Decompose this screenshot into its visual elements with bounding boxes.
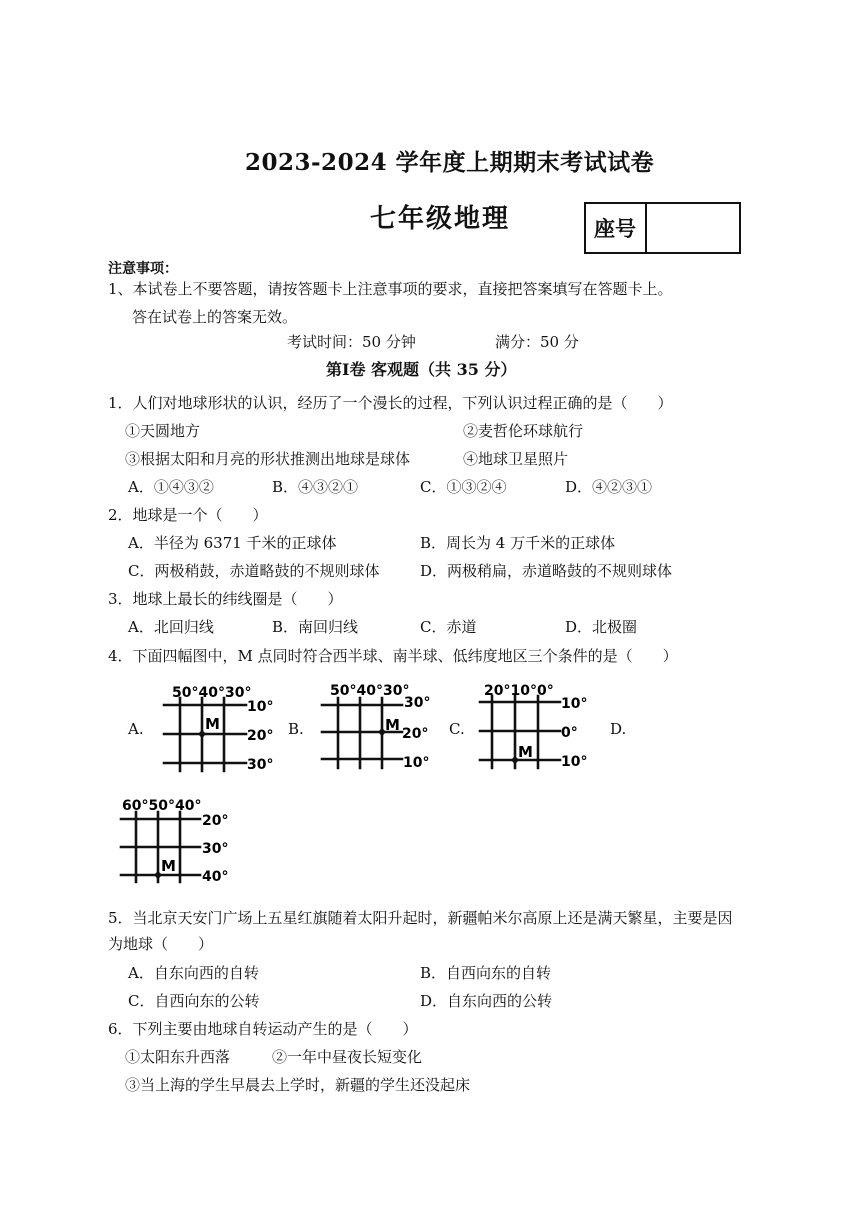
grid-map-c-svg [468, 678, 598, 778]
map-b-latitude-2: 20° [402, 726, 429, 742]
q6-statement-1: ①太阳东升西落 [125, 1048, 231, 1066]
map-b-latitude-1: 30° [404, 695, 431, 711]
q3-option-b[interactable]: B．南回归线 [272, 618, 359, 636]
q6-stem: 6．下列主要由地球自转运动产生的是（ ） [108, 1020, 418, 1038]
map-b-point-m-label: M [385, 716, 400, 734]
grid-map-c [468, 678, 598, 778]
map-c-latitude-1: 10° [561, 696, 588, 712]
exam-time: 考试时间：50 分钟 [287, 333, 416, 351]
q3-option-c[interactable]: C．赤道 [420, 618, 477, 636]
q5-option-b[interactable]: B．自西向东的自转 [420, 964, 552, 982]
q4-stem: 4．下面四幅图中，M 点同时符合西半球、南半球、低纬度地区三个条件的是（ ） [108, 647, 678, 665]
map-d-latitude-3: 40° [202, 869, 229, 885]
q6-statement-3: ③当上海的学生早晨去上学时，新疆的学生还没起床 [125, 1076, 471, 1094]
q2-stem: 2．地球是一个（ ） [108, 506, 268, 524]
map-a-latitude-1: 10° [247, 699, 274, 715]
notes-line-2: 答在试卷上的答案无效。 [132, 308, 298, 326]
map-a-latitude-2: 20° [247, 728, 274, 744]
q1-statement-4: ④地球卫星照片 [463, 450, 569, 468]
q4-option-a-label[interactable]: A. [128, 720, 144, 738]
map-d-latitude-1: 20° [202, 813, 229, 829]
q1-option-b[interactable]: B．④③②① [272, 478, 359, 496]
q1-statement-3: ③根据太阳和月亮的形状推测出地球是球体 [125, 450, 411, 468]
map-b-longitude-labels: 50°40°30° [330, 683, 410, 699]
map-c-point-m-label: M [518, 743, 533, 761]
q5-option-d[interactable]: D．自东向西的公转 [420, 992, 553, 1010]
section-heading: 第Ⅰ卷 客观题（共 35 分） [326, 360, 517, 379]
map-a-point-m-label: M [205, 715, 220, 733]
map-c-longitude-labels: 20°10°0° [484, 683, 554, 699]
q1-option-d[interactable]: D．④②③① [565, 478, 653, 496]
map-c-latitude-2: 0° [561, 725, 578, 741]
exam-full-score: 满分：50 分 [495, 333, 579, 351]
q3-stem: 3．地球上最长的纬线圈是（ ） [108, 590, 343, 608]
q1-statement-2: ②麦哲伦环球航行 [463, 422, 584, 440]
q5-stem-line-2: 为地球（ ） [108, 935, 214, 953]
notes-line-1: 1、本试卷上不要答题，请按答题卡上注意事项的要求，直接把答案填写在答题卡上。 [108, 280, 673, 298]
map-a-longitude-labels: 50°40°30° [172, 685, 252, 701]
map-d-latitude-2: 30° [202, 841, 229, 857]
grid-map-d [108, 792, 243, 892]
grid-map-b [308, 678, 438, 778]
seat-number-label: 座号 [594, 216, 636, 241]
q6-statement-2: ②一年中昼夜长短变化 [272, 1048, 423, 1066]
map-d-point-m-label: M [161, 857, 176, 875]
map-c-latitude-3: 10° [561, 754, 588, 770]
grid-map-a [150, 678, 275, 778]
q1-option-c[interactable]: C．①③②④ [420, 478, 507, 496]
grid-map-b-svg [308, 678, 438, 778]
q1-statement-1: ①天圆地方 [125, 422, 201, 440]
q2-option-c[interactable]: C．两极稍鼓，赤道略鼓的不规则球体 [128, 562, 380, 580]
q5-option-a[interactable]: A．自东向西的自转 [128, 964, 259, 982]
q1-stem: 1．人们对地球形状的认识，经历了一个漫长的过程，下列认识过程正确的是（ ） [108, 394, 673, 412]
q2-option-d[interactable]: D．两极稍扁，赤道略鼓的不规则球体 [420, 562, 673, 580]
seat-box-divider [645, 202, 647, 254]
q4-option-d-label[interactable]: D. [610, 720, 627, 738]
notes-heading: 注意事项： [108, 261, 178, 277]
exam-subtitle: 七年级地理 [370, 204, 511, 234]
grid-map-d-svg [108, 792, 243, 892]
grid-map-a-svg [150, 678, 275, 778]
exam-title: 2023-2024 学年度上期期末考试试卷 [245, 149, 655, 176]
q3-option-d[interactable]: D．北极圈 [565, 618, 638, 636]
map-d-longitude-labels: 60°50°40° [122, 798, 202, 814]
q4-option-c-label[interactable]: C. [449, 720, 465, 738]
map-b-latitude-3: 10° [403, 755, 430, 771]
q2-option-a[interactable]: A．半径为 6371 千米的正球体 [128, 534, 337, 552]
q1-option-a[interactable]: A．①④③② [128, 478, 214, 496]
q2-option-b[interactable]: B．周长为 4 万千米的正球体 [420, 534, 616, 552]
q4-option-b-label[interactable]: B. [288, 720, 304, 738]
q3-option-a[interactable]: A．北回归线 [128, 618, 214, 636]
q5-stem-line-1: 5．当北京天安门广场上五星红旗随着太阳升起时，新疆帕米尔高原上还是满天繁星，主要是因 [108, 909, 733, 927]
map-a-latitude-3: 30° [247, 757, 274, 773]
q5-option-c[interactable]: C．自西向东的公转 [128, 992, 260, 1010]
